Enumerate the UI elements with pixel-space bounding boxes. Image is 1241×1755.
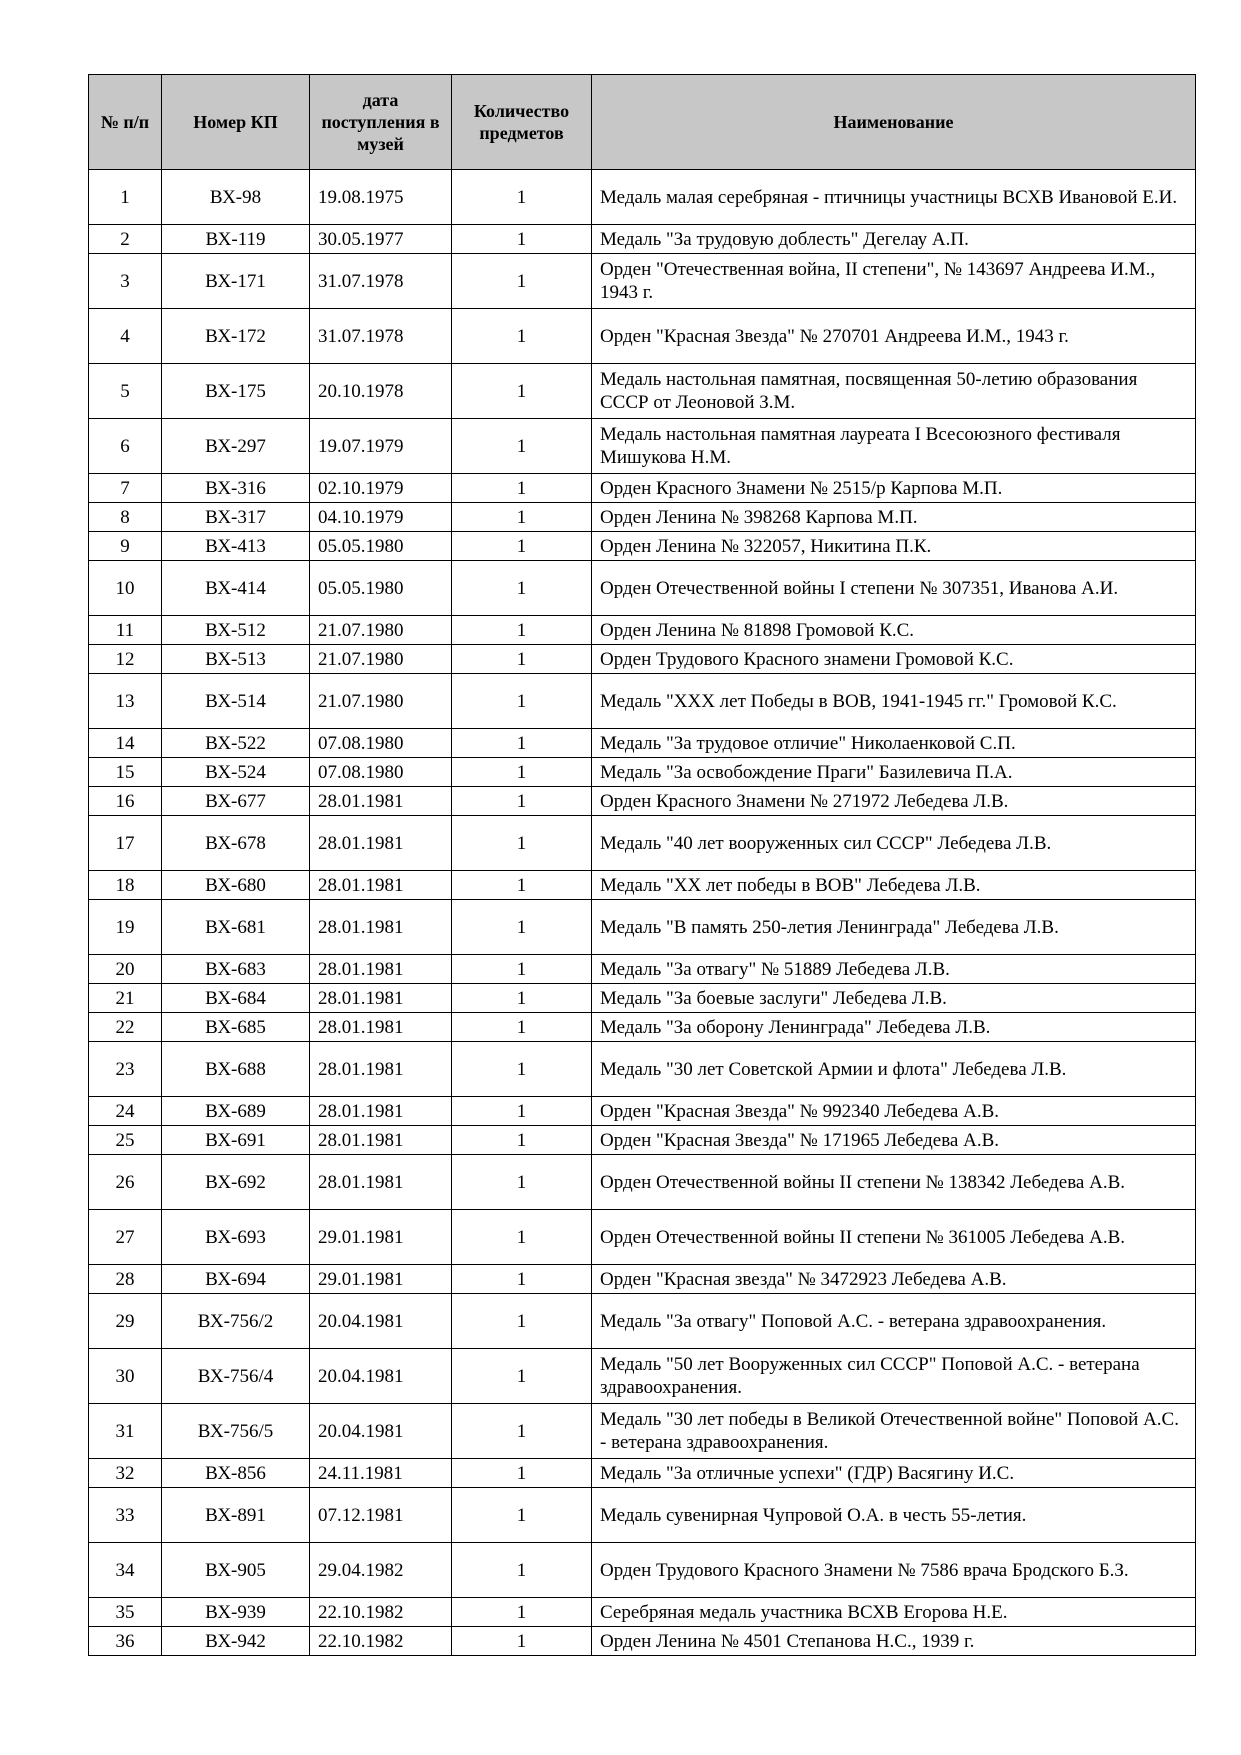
kp-number-cell: ВХ-513 [162,645,310,674]
row-num-cell: 35 [89,1598,162,1627]
quantity-cell: 1 [452,1013,592,1042]
quantity-cell: 1 [452,1265,592,1294]
row-num-cell: 12 [89,645,162,674]
item-name-cell: Медаль "За освобождение Праги" Базилевича П.А. [592,758,1196,787]
receipt-date-cell: 28.01.1981 [310,1126,452,1155]
item-name-cell: Медаль "За отвагу" Поповой А.С. - ветерана здравоохранения. [592,1294,1196,1349]
kp-number-cell: ВХ-756/2 [162,1294,310,1349]
receipt-date-cell: 28.01.1981 [310,984,452,1013]
row-num-cell: 19 [89,900,162,955]
kp-number-cell: ВХ-413 [162,532,310,561]
kp-number-cell: ВХ-524 [162,758,310,787]
kp-number-cell: ВХ-891 [162,1488,310,1543]
receipt-date-cell: 07.12.1981 [310,1488,452,1543]
item-name-cell: Медаль "За отличные успехи" (ГДР) Васягину И.С. [592,1459,1196,1488]
kp-number-cell: ВХ-522 [162,729,310,758]
row-num-cell: 18 [89,871,162,900]
receipt-date-cell: 28.01.1981 [310,787,452,816]
quantity-cell: 1 [452,364,592,419]
table-row [89,561,1196,616]
quantity-cell: 1 [452,1042,592,1097]
row-num-cell: 24 [89,1097,162,1126]
receipt-date-cell: 29.04.1982 [310,1543,452,1598]
receipt-date-cell: 22.10.1982 [310,1598,452,1627]
receipt-date-cell: 22.10.1982 [310,1627,452,1656]
kp-number-cell: ВХ-171 [162,254,310,309]
kp-number-cell: ВХ-172 [162,309,310,364]
quantity-cell: 1 [452,1488,592,1543]
table-row [89,170,1196,225]
table-row [89,900,1196,955]
row-num-cell: 32 [89,1459,162,1488]
item-name-cell: Орден Красного Знамени № 271972 Лебедева Л.В. [592,787,1196,816]
item-name-cell: Медаль "За оборону Ленинграда" Лебедева Л.В. [592,1013,1196,1042]
museum-inventory-table [88,74,1196,1656]
quantity-cell: 1 [452,1404,592,1459]
table-body [89,170,1196,1656]
quantity-cell: 1 [452,1627,592,1656]
receipt-date-cell: 30.05.1977 [310,225,452,254]
item-name-cell: Медаль "За трудовую доблесть" Дегелау А.П. [592,225,1196,254]
quantity-cell: 1 [452,871,592,900]
kp-number-cell: ВХ-677 [162,787,310,816]
table-row [89,503,1196,532]
row-num-cell: 17 [89,816,162,871]
row-num-cell: 30 [89,1349,162,1404]
receipt-date-cell: 21.07.1980 [310,616,452,645]
header-item-name: Наименование [592,75,1196,170]
item-name-cell: Медаль сувенирная Чупровой О.А. в честь 55-летия. [592,1488,1196,1543]
item-name-cell: Орден "Отечественная война, II степени", № 143697 Андреева И.М., 1943 г. [592,254,1196,309]
table-row [89,1155,1196,1210]
quantity-cell: 1 [452,729,592,758]
kp-number-cell: ВХ-683 [162,955,310,984]
kp-number-cell: ВХ-756/5 [162,1404,310,1459]
quantity-cell: 1 [452,1349,592,1404]
kp-number-cell: ВХ-316 [162,474,310,503]
kp-number-cell: ВХ-693 [162,1210,310,1265]
table-row [89,1404,1196,1459]
quantity-cell: 1 [452,1097,592,1126]
table-row [89,1349,1196,1404]
table-row [89,254,1196,309]
kp-number-cell: ВХ-942 [162,1627,310,1656]
kp-number-cell: ВХ-905 [162,1543,310,1598]
table-row [89,225,1196,254]
item-name-cell: Медаль "XX лет победы в ВОВ" Лебедева Л.В. [592,871,1196,900]
kp-number-cell: ВХ-98 [162,170,310,225]
table-row [89,309,1196,364]
receipt-date-cell: 05.05.1980 [310,532,452,561]
table-row [89,1013,1196,1042]
row-num-cell: 25 [89,1126,162,1155]
kp-number-cell: ВХ-119 [162,225,310,254]
table-header [89,75,1196,170]
item-name-cell: Орден Ленина № 81898 Громовой К.С. [592,616,1196,645]
table-row [89,816,1196,871]
item-name-cell: Медаль "40 лет вооруженных сил СССР" Лебедева Л.В. [592,816,1196,871]
table-row [89,955,1196,984]
table-row [89,984,1196,1013]
kp-number-cell: ВХ-514 [162,674,310,729]
receipt-date-cell: 20.04.1981 [310,1404,452,1459]
quantity-cell: 1 [452,170,592,225]
header-row [89,75,1196,170]
table-row [89,1598,1196,1627]
receipt-date-cell: 05.05.1980 [310,561,452,616]
table-row [89,1265,1196,1294]
kp-number-cell: ВХ-681 [162,900,310,955]
kp-number-cell: ВХ-512 [162,616,310,645]
quantity-cell: 1 [452,984,592,1013]
item-name-cell: Орден Ленина № 322057, Никитина П.К. [592,532,1196,561]
row-num-cell: 4 [89,309,162,364]
quantity-cell: 1 [452,309,592,364]
table-row [89,758,1196,787]
row-num-cell: 7 [89,474,162,503]
receipt-date-cell: 21.07.1980 [310,674,452,729]
kp-number-cell: ВХ-175 [162,364,310,419]
item-name-cell: Орден "Красная Звезда" № 992340 Лебедева А.В. [592,1097,1196,1126]
row-num-cell: 21 [89,984,162,1013]
table-row [89,532,1196,561]
row-num-cell: 23 [89,1042,162,1097]
item-name-cell: Орден Красного Знамени № 2515/р Карпова М.П. [592,474,1196,503]
row-num-cell: 16 [89,787,162,816]
receipt-date-cell: 07.08.1980 [310,729,452,758]
table-row [89,787,1196,816]
quantity-cell: 1 [452,674,592,729]
item-name-cell: Медаль "XXX лет Победы в ВОВ, 1941-1945 гг." Громовой К.С. [592,674,1196,729]
table-row [89,1210,1196,1265]
row-num-cell: 11 [89,616,162,645]
quantity-cell: 1 [452,561,592,616]
row-num-cell: 27 [89,1210,162,1265]
row-num-cell: 6 [89,419,162,474]
row-num-cell: 9 [89,532,162,561]
receipt-date-cell: 28.01.1981 [310,871,452,900]
table-row [89,1488,1196,1543]
quantity-cell: 1 [452,616,592,645]
item-name-cell: Орден "Красная Звезда" № 171965 Лебедева А.В. [592,1126,1196,1155]
row-num-cell: 22 [89,1013,162,1042]
table-row [89,1126,1196,1155]
item-name-cell: Орден Отечественной войны I степени № 307351, Иванова А.И. [592,561,1196,616]
row-num-cell: 26 [89,1155,162,1210]
quantity-cell: 1 [452,816,592,871]
row-num-cell: 31 [89,1404,162,1459]
item-name-cell: Орден Трудового Красного Знамени № 7586 врача Бродского Б.З. [592,1543,1196,1598]
table-row [89,645,1196,674]
quantity-cell: 1 [452,787,592,816]
quantity-cell: 1 [452,1459,592,1488]
row-num-cell: 15 [89,758,162,787]
kp-number-cell: ВХ-692 [162,1155,310,1210]
quantity-cell: 1 [452,225,592,254]
table-row [89,729,1196,758]
header-kp-number: Номер КП [162,75,310,170]
kp-number-cell: ВХ-297 [162,419,310,474]
table-row [89,1097,1196,1126]
item-name-cell: Орден Трудового Красного знамени Громовой К.С. [592,645,1196,674]
kp-number-cell: ВХ-684 [162,984,310,1013]
table-row [89,871,1196,900]
item-name-cell: Орден Отечественной войны II степени № 138342 Лебедева А.В. [592,1155,1196,1210]
item-name-cell: Орден Ленина № 4501 Степанова Н.С., 1939 г. [592,1627,1196,1656]
table-row [89,1459,1196,1488]
table-row [89,1294,1196,1349]
receipt-date-cell: 29.01.1981 [310,1210,452,1265]
quantity-cell: 1 [452,254,592,309]
kp-number-cell: ВХ-414 [162,561,310,616]
row-num-cell: 34 [89,1543,162,1598]
receipt-date-cell: 20.04.1981 [310,1349,452,1404]
item-name-cell: Серебряная медаль участника ВСХВ Егорова Н.Е. [592,1598,1196,1627]
item-name-cell: Орден Отечественной войны II степени № 361005 Лебедева А.В. [592,1210,1196,1265]
kp-number-cell: ВХ-756/4 [162,1349,310,1404]
receipt-date-cell: 28.01.1981 [310,900,452,955]
quantity-cell: 1 [452,758,592,787]
table-row [89,616,1196,645]
quantity-cell: 1 [452,503,592,532]
receipt-date-cell: 28.01.1981 [310,1042,452,1097]
kp-number-cell: ВХ-688 [162,1042,310,1097]
receipt-date-cell: 20.10.1978 [310,364,452,419]
row-num-cell: 33 [89,1488,162,1543]
row-num-cell: 28 [89,1265,162,1294]
kp-number-cell: ВХ-689 [162,1097,310,1126]
receipt-date-cell: 19.07.1979 [310,419,452,474]
receipt-date-cell: 20.04.1981 [310,1294,452,1349]
item-name-cell: Медаль "За трудовое отличие" Николаенковой С.П. [592,729,1196,758]
quantity-cell: 1 [452,1210,592,1265]
row-num-cell: 14 [89,729,162,758]
receipt-date-cell: 21.07.1980 [310,645,452,674]
row-num-cell: 2 [89,225,162,254]
item-name-cell: Медаль "30 лет победы в Великой Отечественной войне" Поповой А.С. - ветерана здравоохранения. [592,1404,1196,1459]
row-num-cell: 1 [89,170,162,225]
quantity-cell: 1 [452,474,592,503]
row-num-cell: 13 [89,674,162,729]
kp-number-cell: ВХ-685 [162,1013,310,1042]
item-name-cell: Медаль настольная памятная лауреата I Всесоюзного фестиваля Мишукова Н.М. [592,419,1196,474]
table-row [89,419,1196,474]
receipt-date-cell: 07.08.1980 [310,758,452,787]
table-row [89,674,1196,729]
row-num-cell: 20 [89,955,162,984]
quantity-cell: 1 [452,1543,592,1598]
row-num-cell: 8 [89,503,162,532]
kp-number-cell: ВХ-691 [162,1126,310,1155]
item-name-cell: Медаль "30 лет Советской Армии и флота" Лебедева Л.В. [592,1042,1196,1097]
receipt-date-cell: 28.01.1981 [310,1155,452,1210]
quantity-cell: 1 [452,419,592,474]
receipt-date-cell: 24.11.1981 [310,1459,452,1488]
receipt-date-cell: 28.01.1981 [310,1097,452,1126]
kp-number-cell: ВХ-678 [162,816,310,871]
item-name-cell: Орден "Красная Звезда" № 270701 Андреева И.М., 1943 г. [592,309,1196,364]
receipt-date-cell: 02.10.1979 [310,474,452,503]
receipt-date-cell: 19.08.1975 [310,170,452,225]
quantity-cell: 1 [452,1598,592,1627]
receipt-date-cell: 28.01.1981 [310,1013,452,1042]
receipt-date-cell: 29.01.1981 [310,1265,452,1294]
table-row [89,1042,1196,1097]
receipt-date-cell: 31.07.1978 [310,254,452,309]
item-name-cell: Медаль настольная памятная, посвященная 50-летию образования СССР от Леоновой З.М. [592,364,1196,419]
quantity-cell: 1 [452,645,592,674]
item-name-cell: Медаль "За отвагу" № 51889 Лебедева Л.В. [592,955,1196,984]
item-name-cell: Орден Ленина № 398268 Карпова М.П. [592,503,1196,532]
item-name-cell: Медаль малая серебряная - птичницы участницы ВСХВ Ивановой Е.И. [592,170,1196,225]
kp-number-cell: ВХ-317 [162,503,310,532]
item-name-cell: Медаль "50 лет Вооруженных сил СССР" Поповой А.С. - ветерана здравоохранения. [592,1349,1196,1404]
header-receipt-date: дата поступления в музей [310,75,452,170]
item-name-cell: Медаль "В память 250-летия Ленинграда" Лебедева Л.В. [592,900,1196,955]
row-num-cell: 36 [89,1627,162,1656]
header-quantity: Количество предметов [452,75,592,170]
table-row [89,1543,1196,1598]
kp-number-cell: ВХ-939 [162,1598,310,1627]
quantity-cell: 1 [452,1294,592,1349]
receipt-date-cell: 28.01.1981 [310,816,452,871]
receipt-date-cell: 28.01.1981 [310,955,452,984]
table-row [89,364,1196,419]
row-num-cell: 5 [89,364,162,419]
header-num: № п/п [89,75,162,170]
quantity-cell: 1 [452,1155,592,1210]
quantity-cell: 1 [452,1126,592,1155]
quantity-cell: 1 [452,900,592,955]
row-num-cell: 10 [89,561,162,616]
item-name-cell: Медаль "За боевые заслуги" Лебедева Л.В. [592,984,1196,1013]
row-num-cell: 29 [89,1294,162,1349]
row-num-cell: 3 [89,254,162,309]
receipt-date-cell: 31.07.1978 [310,309,452,364]
table-row [89,1627,1196,1656]
quantity-cell: 1 [452,532,592,561]
quantity-cell: 1 [452,955,592,984]
kp-number-cell: ВХ-694 [162,1265,310,1294]
kp-number-cell: ВХ-856 [162,1459,310,1488]
kp-number-cell: ВХ-680 [162,871,310,900]
item-name-cell: Орден "Красная звезда" № 3472923 Лебедева А.В. [592,1265,1196,1294]
receipt-date-cell: 04.10.1979 [310,503,452,532]
table-row [89,474,1196,503]
